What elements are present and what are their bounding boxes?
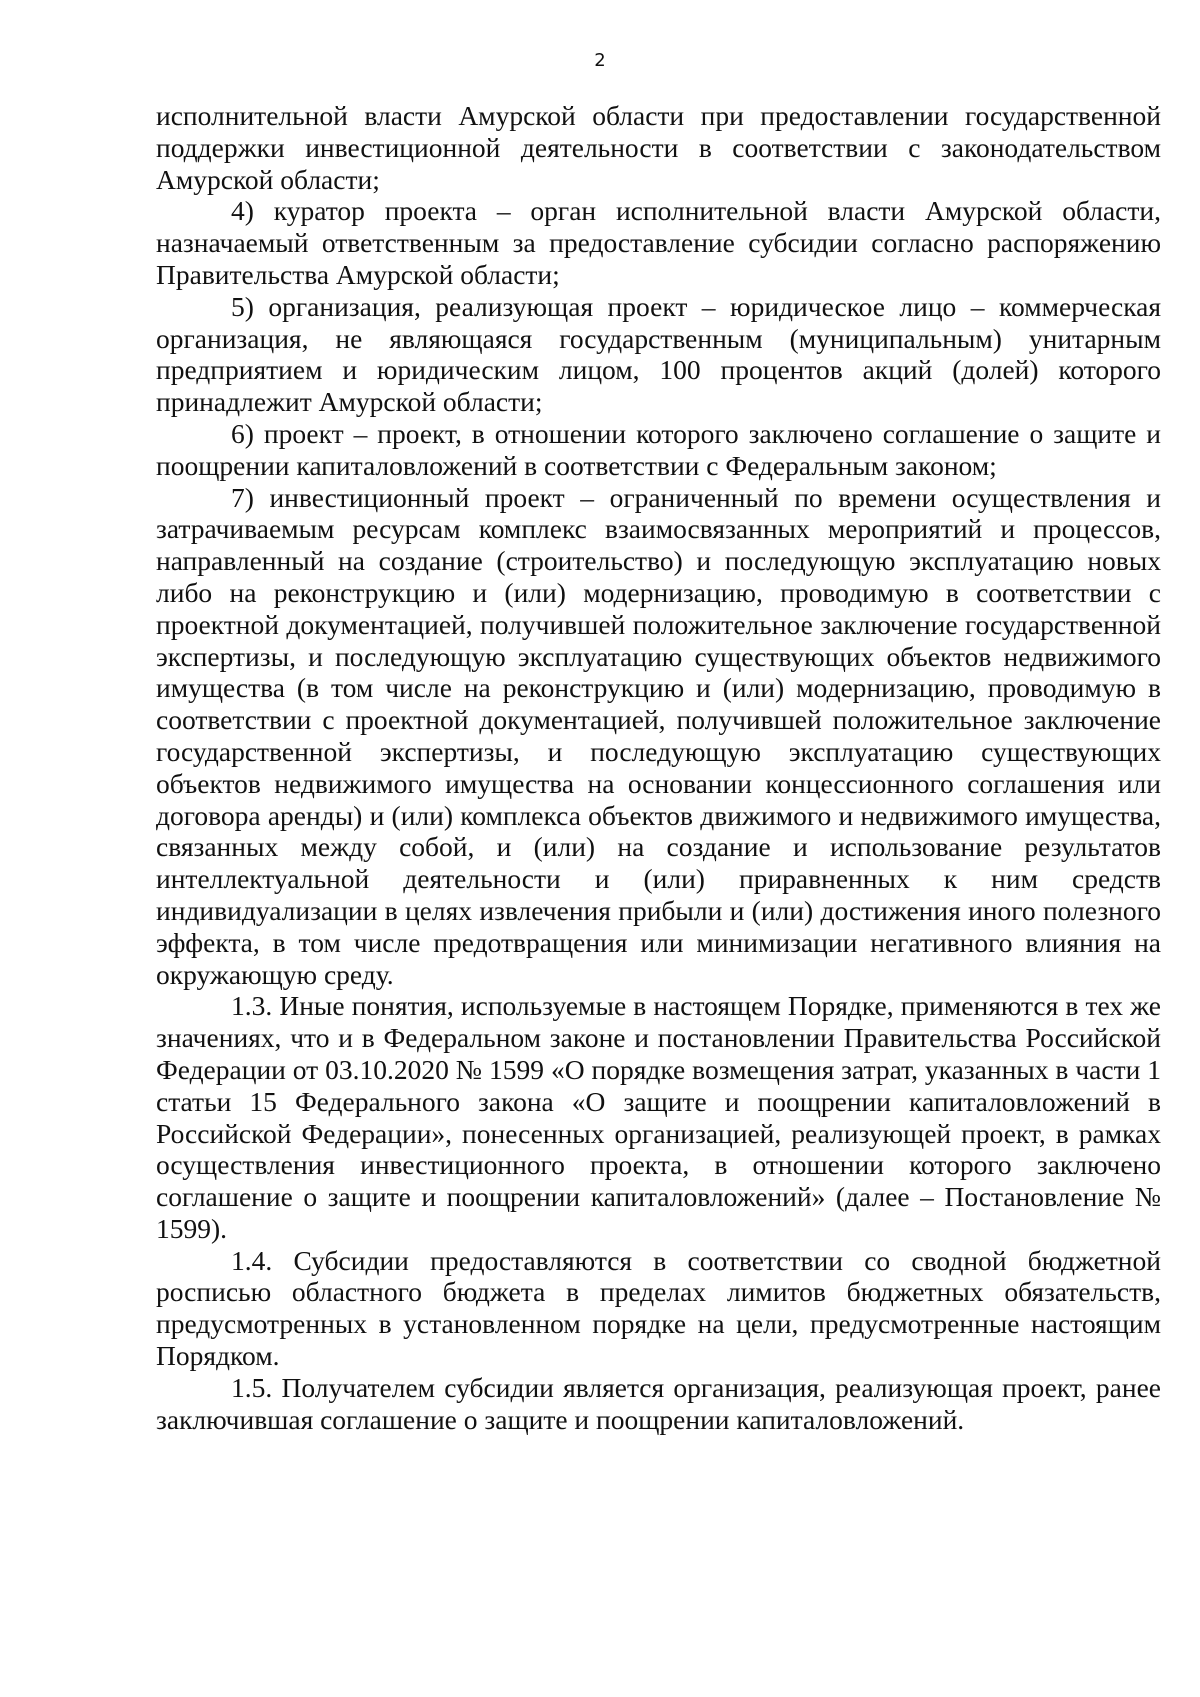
paragraph-1-4: 1.4. Субсидии предоставляются в соответствии со сводной бюджетной росписью областного бюджета в пределах лимитов бюджетных обязательств, предусмотренных в установленном порядке на цели, предусмотренные настоящим Порядком. (156, 1244, 1161, 1372)
paragraph-continuation: исполнительной власти Амурской области при предоставлении государственной поддержки инвестиционной деятельности в соответствии с законодательством Амурской области; (156, 100, 1161, 195)
paragraph-item-7-investment-project: 7) инвестиционный проект – ограниченный по времени осуществления и затрачиваемым ресурсам комплекс взаимосвязанных мероприятий и процессов, направленный на создание (строительство) и последующую эксплуатацию новых либо на реконструкцию и (или) модернизацию, проводимую в соответствии с проектной документацией, получившей положительное заключение государственной экспертизы, и последующую эксплуатацию существующих объектов недвижимого имущества (в том числе на реконструкцию и (или) модернизацию, проводимую в соответствии с проектной документацией, получившей положительное заключение государственной экспертизы, и последующую эксплуатацию существующих объектов недвижимого имущества на основании концессионного соглашения или договора аренды) и (или) комплекса объектов движимого и недвижимого имущества, связанных между собой, и (или) на создание и использование результатов интеллектуальной деятельности и (или) приравненных к ним средств индивидуализации в целях извлечения прибыли и (или) достижения иного полезного эффекта, в том числе предотвращения или минимизации негативного влияния на окружающую среду. (156, 481, 1161, 990)
paragraph-1-5: 1.5. Получателем субсидии является организация, реализующая проект, ранее заключившая соглашение о защите и поощрении капиталовложений. (156, 1371, 1161, 1435)
paragraph-1-3: 1.3. Иные понятия, используемые в настоящем Порядке, применяются в тех же значениях, что и в Федеральном законе и постановлении Правительства Российской Федерации от 03.10.2020 № 1599 «О порядке возмещения затрат, указанных в части 1 статьи 15 Федерального закона «О защите и поощрении капиталовложений в Российской Федерации», понесенных организацией, реализующей проект, в рамках осуществления инвестиционного проекта, в отношении которого заключено соглашение о защите и поощрении капиталовложений» (далее – Постановление № 1599). (156, 990, 1161, 1244)
paragraph-item-6-project: 6) проект – проект, в отношении которого заключено соглашение о защите и поощрении капиталовложений в соответствии с Федеральным законом; (156, 417, 1161, 481)
document-body (156, 100, 1161, 1435)
page-number: 2 (594, 50, 606, 71)
paragraph-item-4-curator: 4) куратор проекта – орган исполнительной власти Амурской области, назначаемый ответственным за предоставление субсидии согласно распоряжению Правительства Амурской области; (156, 195, 1161, 290)
paragraph-item-5-organization: 5) организация, реализующая проект – юридическое лицо – коммерческая организация, не являющаяся государственным (муниципальным) унитарным предприятием и юридическим лицом, 100 процентов акций (долей) которого принадлежит Амурской области; (156, 290, 1161, 418)
